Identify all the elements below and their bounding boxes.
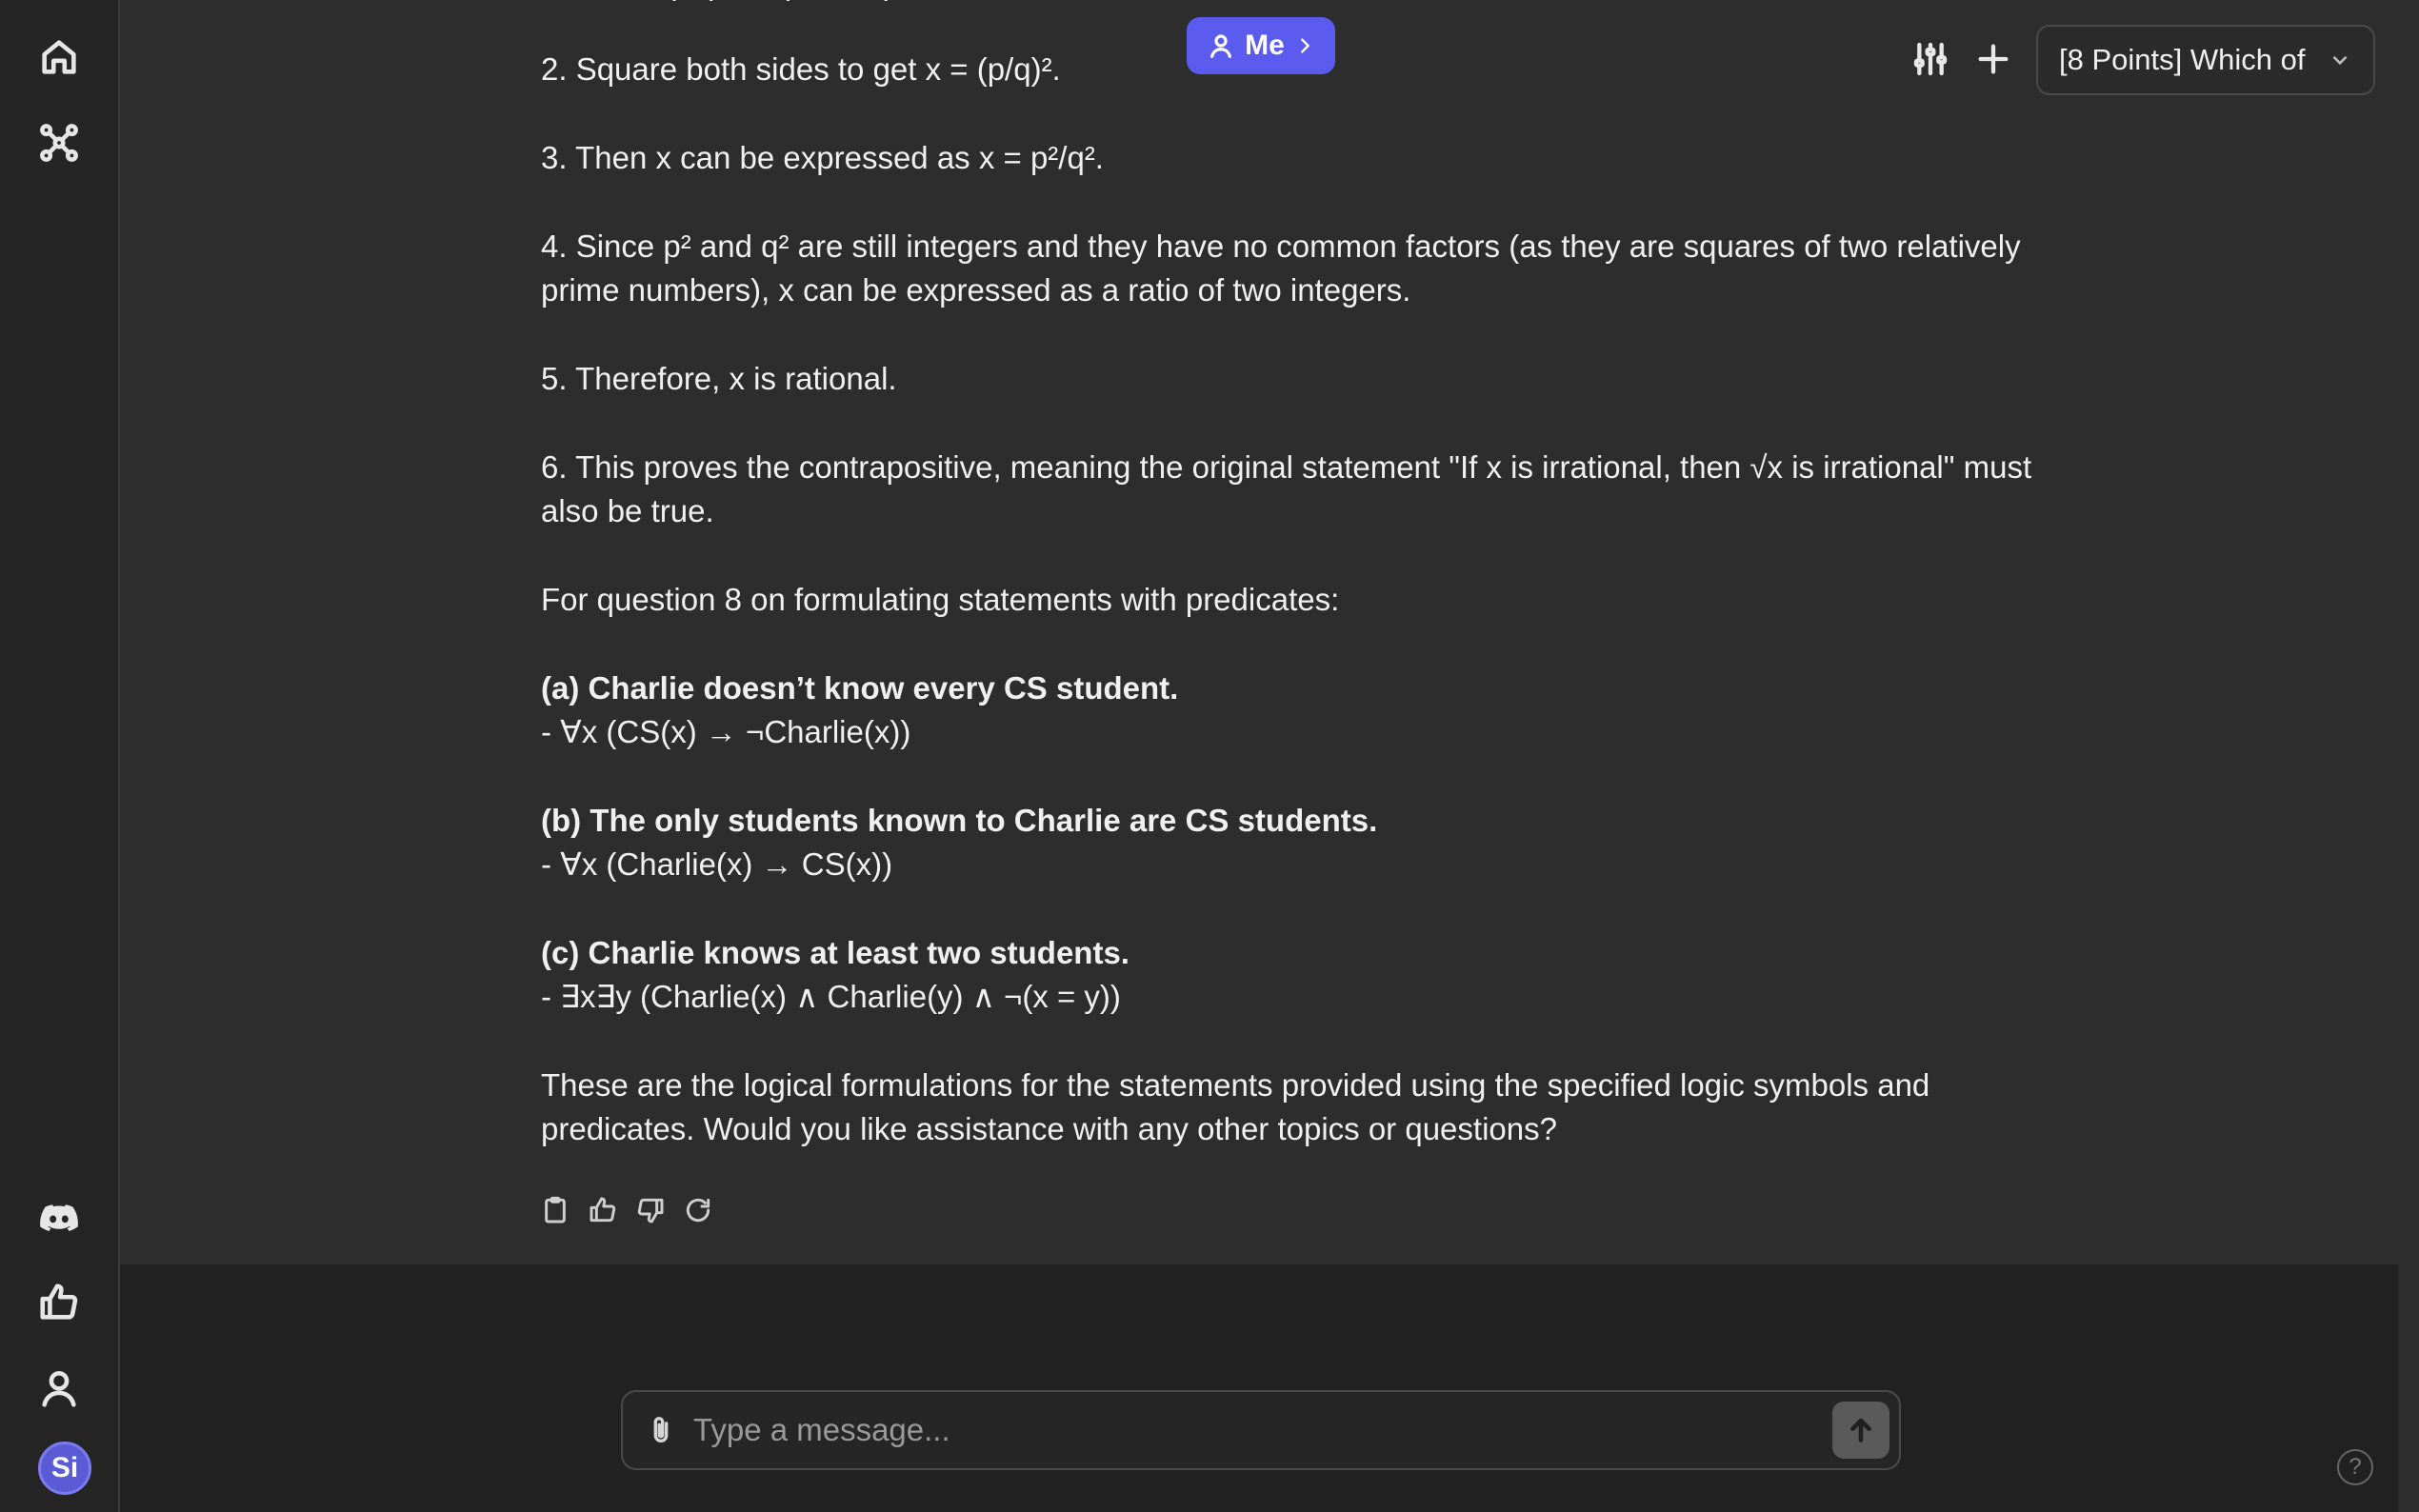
part-a-formula: - ∀x (CS(x) → ¬Charlie(x)) <box>541 714 911 749</box>
part-b-title: (b) The only students known to Charlie are CS students. <box>541 803 1378 838</box>
home-icon <box>37 35 81 79</box>
message-step-5: 5. Therefore, x is rational. <box>541 361 897 396</box>
avatar[interactable]: Si <box>38 1442 91 1495</box>
message-step-2: 2. Square both sides to get x = (p/q)². <box>541 51 1061 87</box>
thumbs-up-icon <box>588 1195 618 1225</box>
me-persona-button[interactable] <box>1187 17 1335 74</box>
message-intro-q8: For question 8 on formulating statements with predicates: <box>541 582 1340 617</box>
arrow-up-icon <box>1846 1415 1876 1445</box>
paperclip-icon <box>645 1414 677 1446</box>
help-button[interactable]: ? <box>2337 1449 2373 1485</box>
settings-sliders-button[interactable] <box>1909 38 1951 80</box>
message-input[interactable] <box>680 1401 1832 1460</box>
scrollbar[interactable] <box>2398 0 2419 1264</box>
message-composer <box>621 1390 1901 1470</box>
message-part-a <box>541 666 2065 754</box>
new-chat-button[interactable] <box>1972 38 2014 80</box>
refresh-icon <box>683 1195 713 1225</box>
assistant-message <box>541 0 2065 1196</box>
sliders-icon <box>1911 40 1949 78</box>
chevron-down-icon <box>2328 48 2352 72</box>
discord-icon <box>37 1197 81 1241</box>
me-label: Me <box>1245 30 1285 61</box>
model-selector-label: [8 Points] Which of <box>2059 43 2306 76</box>
profile-button[interactable] <box>29 1358 90 1419</box>
graph-button[interactable] <box>29 112 90 173</box>
message-part-c <box>541 931 2065 1019</box>
message-step-3: 3. Then x can be expressed as x = p²/q². <box>541 140 1104 175</box>
part-a-title: (a) Charlie doesn’t know every CS student. <box>541 670 1179 706</box>
composer-area <box>120 1264 2398 1512</box>
regenerate-button[interactable] <box>682 1194 714 1226</box>
part-c-title: (c) Charlie knows at least two students. <box>541 935 1130 970</box>
message-step-4: 4. Since p² and q² are still integers and they have no common factors (as they are squares of two relatively prime numbers), x can be expressed as a ratio of two integers. <box>541 229 2021 308</box>
dislike-button[interactable] <box>634 1194 667 1226</box>
part-c-formula: - ∃x∃y (Charlie(x) ∧ Charlie(y) ∧ ¬(x = y)) <box>541 979 1121 1014</box>
thumbs-down-icon <box>635 1195 666 1225</box>
message-actions <box>539 1194 714 1226</box>
message-part-b <box>541 799 2065 886</box>
user-icon <box>1207 31 1235 60</box>
like-button[interactable] <box>587 1194 619 1226</box>
copy-button[interactable] <box>539 1194 571 1226</box>
discord-button[interactable] <box>29 1188 90 1249</box>
message-clipped-line <box>541 0 2065 6</box>
home-button[interactable] <box>29 27 90 88</box>
send-button[interactable] <box>1832 1402 1889 1459</box>
chat-area <box>120 0 2398 1264</box>
message-step-6: 6. This proves the contrapositive, meaning the original statement "If x is irrational, then √x is irrational" must also be true. <box>541 449 2032 528</box>
model-selector[interactable] <box>2036 25 2375 95</box>
chevron-right-icon <box>1294 35 1315 56</box>
thumbs-up-icon <box>37 1281 81 1324</box>
attach-button[interactable] <box>642 1411 680 1449</box>
clipboard-icon <box>540 1195 570 1225</box>
part-b-formula: - ∀x (Charlie(x) → CS(x)) <box>541 846 893 882</box>
feedback-button[interactable] <box>29 1272 90 1333</box>
sidebar <box>0 0 120 1512</box>
plus-icon <box>1974 40 2012 78</box>
message-closing: These are the logical formulations for the statements provided using the specified logic symbols and predicates. Would you like assistance with any other topics or questions? <box>541 1067 1930 1146</box>
user-icon <box>37 1366 81 1410</box>
graph-nodes-icon <box>37 121 81 165</box>
